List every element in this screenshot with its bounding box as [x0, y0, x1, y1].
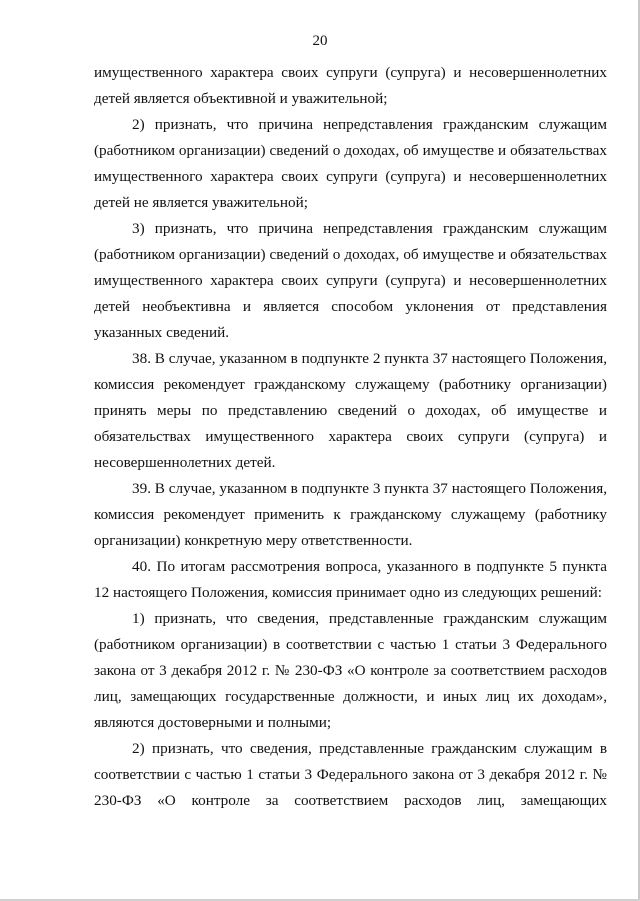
page-number: 20: [312, 33, 328, 49]
paragraph-continuation: имущественного характера своих супруги (супруга) и несовершеннолетних детей является объективной и уважительной;: [94, 64, 607, 107]
paragraph-item-3: 3) признать, что причина непредставления гражданским служащим (работником организации) сведений о доходах, об имуществе и обязательствах имущественного характера своих супруги (супруга) и несовершеннолетних детей необъективна и является способом уклонения от представления указанных сведений.: [94, 220, 607, 341]
paragraph-40-item-2: 2) признать, что сведения, представленные гражданским служащим в соответствии с частью 1 статьи 3 Федерального закона от 3 декабря 2012 г. № 230-ФЗ «О контроле за соответствием расходов лиц, замещающих: [94, 740, 607, 809]
paragraph-item-2: 2) признать, что причина непредставления гражданским служащим (работником организации) сведений о доходах, об имуществе и обязательствах имущественного характера своих супруги (супруга) и несовершеннолетних детей не является уважительной;: [94, 116, 607, 211]
paragraph-38: 38. В случае, указанном в подпункте 2 пункта 37 настоящего Положения, комиссия рекомендует гражданскому служащему (работнику организации) принять меры по представлению сведений о доходах, об имуществе и обязательствах имущественного характера своих супруги (супруга) и несовершеннолетних детей.: [94, 350, 607, 471]
paragraph-39: 39. В случае, указанном в подпункте 3 пункта 37 настоящего Положения, комиссия рекомендует применить к гражданскому служащему (работнику организации) конкретную меру ответственности.: [94, 480, 607, 549]
document-body: [94, 60, 607, 814]
paragraph-40-item-1: 1) признать, что сведения, представленные гражданским служащим (работником организации) в соответствии с частью 1 статьи 3 Федерального закона от 3 декабря 2012 г. № 230-ФЗ «О контроле за соответствием расходов лиц, замещающих государственные должности, и иных лиц их доходам», являются достоверными и полными;: [94, 610, 607, 731]
paragraph-40: 40. По итогам рассмотрения вопроса, указанного в подпункте 5 пункта 12 настоящего Положения, комиссия принимает одно из следующих решений:: [94, 558, 607, 601]
